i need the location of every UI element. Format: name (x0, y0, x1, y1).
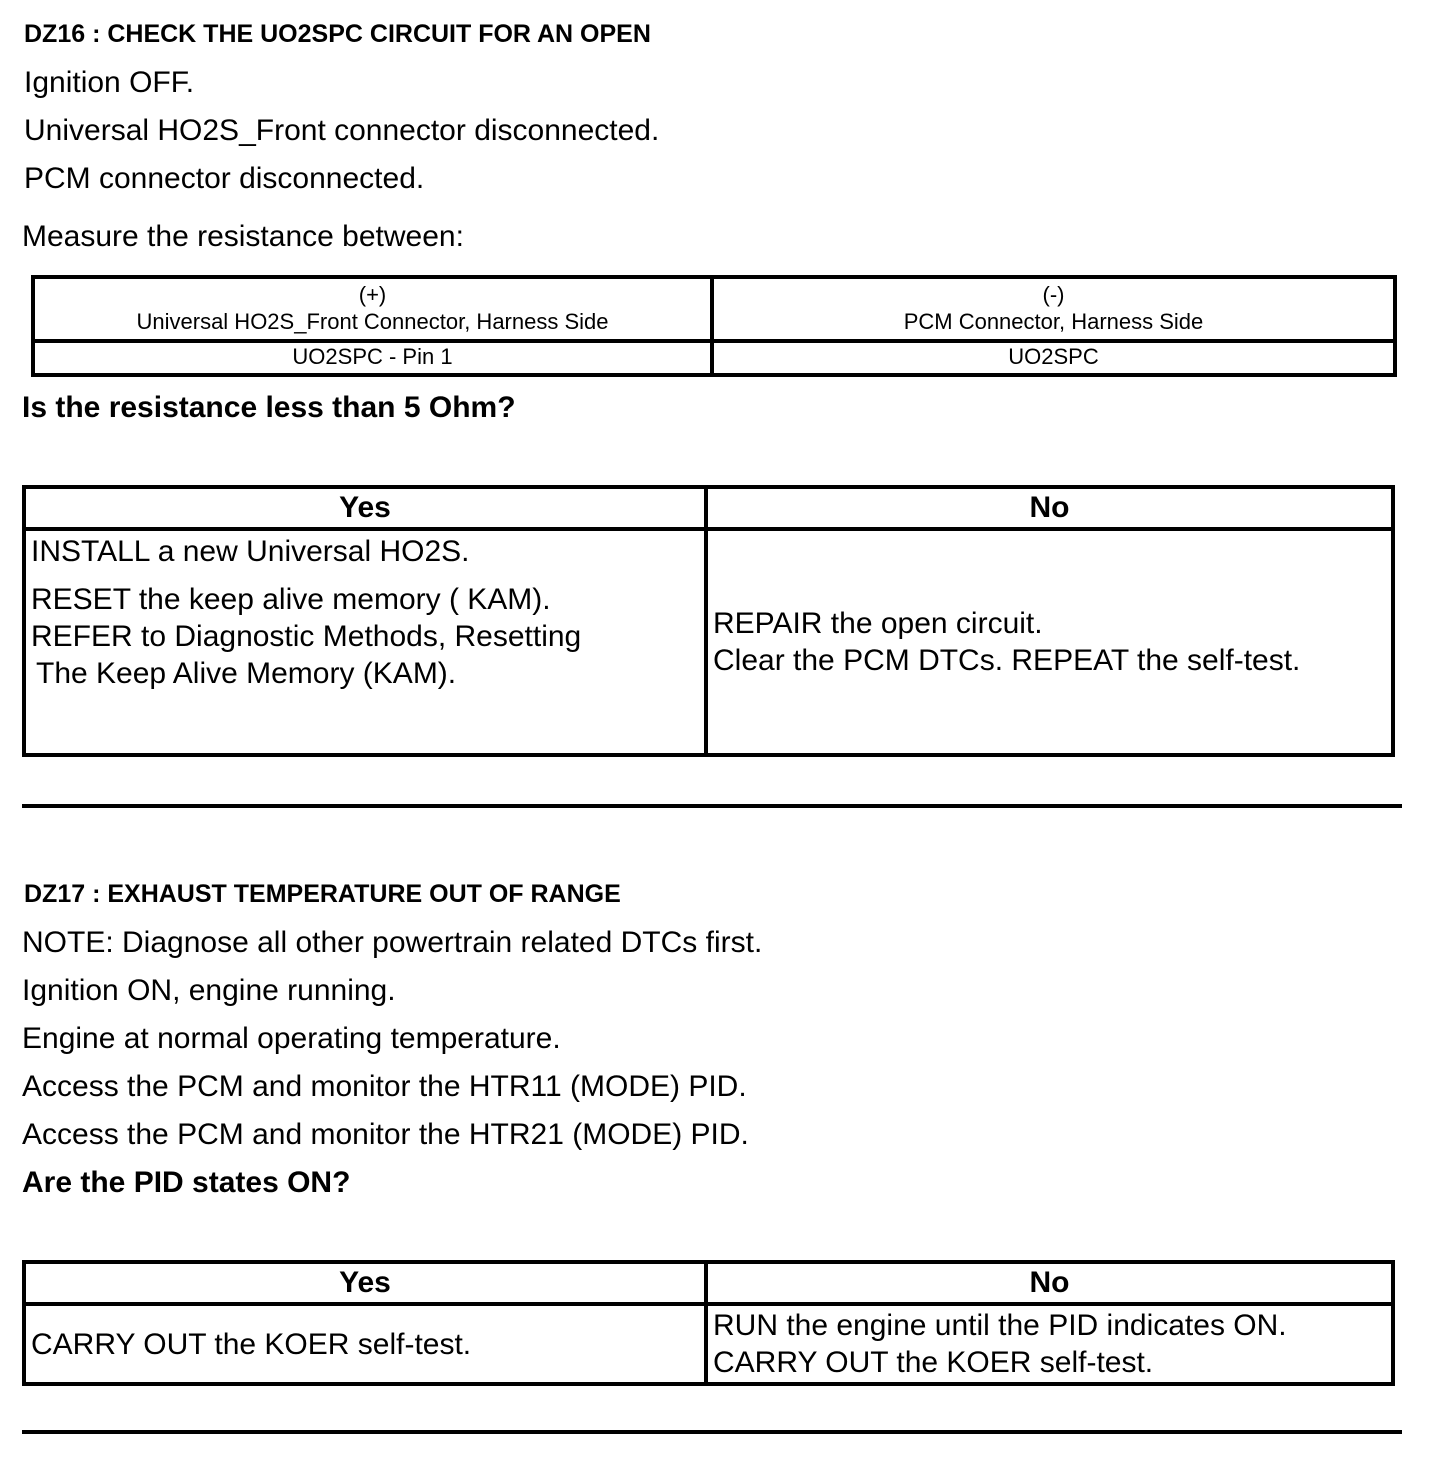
dz17-yes-no-table (22, 1260, 1395, 1386)
dz17-step-5: Access the PCM and monitor the HTR21 (MODE) PID. (22, 1118, 749, 1151)
positive-sign: (+) (358, 282, 387, 307)
dz16-step-1: Ignition OFF. (24, 66, 195, 99)
dz17-step-4: Access the PCM and monitor the HTR11 (MODE) PID. (22, 1070, 747, 1103)
yes-action-line-4: The Keep Alive Memory (KAM). (36, 657, 457, 690)
yes-action-line-1: INSTALL a new Universal HO2S. (31, 535, 470, 568)
yes-action-line-2: RESET the keep alive memory ( KAM). (31, 583, 551, 616)
dz16-heading: DZ16 : CHECK THE UO2SPC CIRCUIT FOR AN OPEN (24, 20, 651, 48)
section-divider (22, 804, 1402, 808)
table-row (24, 1304, 1393, 1384)
dz17-step-3: Engine at normal operating temperature. (22, 1022, 561, 1055)
no-action-cell (706, 1304, 1393, 1384)
dz16-measure-intro: Measure the resistance between: (22, 220, 464, 253)
table-row (24, 529, 1393, 755)
dz16-step-2: Universal HO2S_Front connector disconnected. (24, 114, 660, 147)
positive-connector-header (33, 277, 712, 341)
yes-action-cell (24, 1304, 706, 1384)
dz17-step-1: NOTE: Diagnose all other powertrain related DTCs first. (22, 926, 763, 959)
negative-pin-value: UO2SPC (712, 341, 1395, 375)
no-column-header: No (706, 1262, 1393, 1304)
yes-column-header: Yes (24, 1262, 706, 1304)
negative-sign: (-) (1042, 282, 1065, 307)
no-action-line-1: REPAIR the open circuit. (713, 607, 1043, 640)
yes-column-header: Yes (24, 487, 706, 529)
negative-connector-label: PCM Connector, Harness Side (903, 309, 1204, 334)
yes-action-line-1: CARRY OUT the KOER self-test. (31, 1327, 472, 1361)
section-divider (22, 1430, 1402, 1434)
table-row (33, 341, 1395, 375)
positive-connector-label: Universal HO2S_Front Connector, Harness Side (136, 309, 609, 334)
yes-action-cell (24, 529, 706, 755)
dz16-question: Is the resistance less than 5 Ohm? (22, 391, 516, 424)
negative-connector-header (712, 277, 1395, 341)
positive-pin-value: UO2SPC - Pin 1 (33, 341, 712, 375)
table-header-row (24, 487, 1393, 529)
dz17-question: Are the PID states ON? (22, 1166, 351, 1199)
no-action-line-2: Clear the PCM DTCs. REPEAT the self-test. (713, 644, 1301, 677)
table-header-row (33, 277, 1395, 341)
dz17-step-2: Ignition ON, engine running. (22, 974, 396, 1007)
dz17-heading: DZ17 : EXHAUST TEMPERATURE OUT OF RANGE (24, 880, 621, 908)
dz16-yes-no-table (22, 485, 1395, 757)
no-column-header: No (706, 487, 1393, 529)
table-header-row (24, 1262, 1393, 1304)
no-action-line-1: RUN the engine until the PID indicates ON. (713, 1309, 1287, 1342)
no-action-line-2: CARRY OUT the KOER self-test. (713, 1346, 1154, 1379)
dz16-step-3: PCM connector disconnected. (24, 162, 425, 195)
yes-action-line-3: REFER to Diagnostic Methods, Resetting (31, 620, 582, 653)
resistance-measurement-table (31, 275, 1397, 377)
no-action-cell (706, 529, 1393, 755)
